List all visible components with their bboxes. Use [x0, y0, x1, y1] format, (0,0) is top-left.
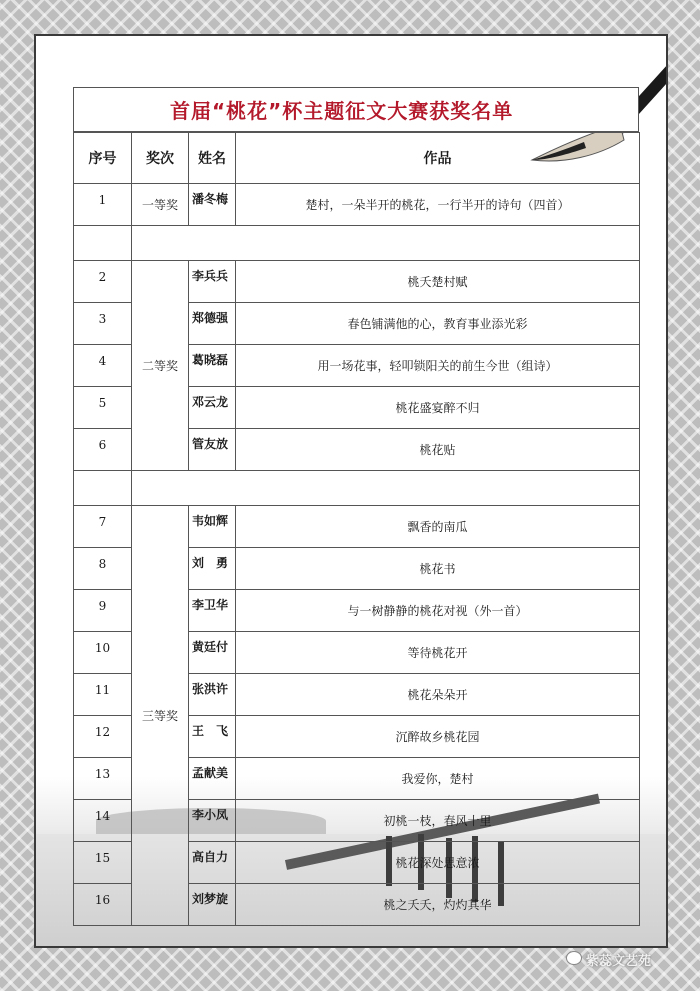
table-row	[74, 506, 640, 548]
prize-third: 三等奖	[132, 506, 189, 926]
row-index: 15	[74, 842, 132, 884]
winner-name: 葛晓磊	[189, 345, 236, 387]
winner-name: 李卫华	[189, 590, 236, 632]
row-index: 16	[74, 884, 132, 926]
prize-first: 一等奖	[132, 184, 189, 226]
page-title: 首届“桃花”杯主题征文大赛获奖名单	[73, 87, 639, 132]
spacer-row	[74, 471, 640, 506]
winner-name: 潘冬梅	[189, 184, 236, 226]
winner-name: 黄廷付	[189, 632, 236, 674]
winner-name: 郑德强	[189, 303, 236, 345]
work-title: 桃花书	[236, 548, 640, 590]
header-index: 序号	[74, 133, 132, 184]
work-title: 沉醉故乡桃花园	[236, 716, 640, 758]
work-title: 桃花盛宴醉不归	[236, 387, 640, 429]
work-title: 桃花朵朵开	[236, 674, 640, 716]
spacer-row	[74, 226, 640, 261]
wechat-icon	[566, 951, 582, 965]
winner-name: 刘梦旋	[189, 884, 236, 926]
winner-name: 高自力	[189, 842, 236, 884]
work-title: 桃花深处思意浓	[236, 842, 640, 884]
row-index: 7	[74, 506, 132, 548]
work-title: 春色铺满他的心，教育事业添光彩	[236, 303, 640, 345]
row-index: 5	[74, 387, 132, 429]
row-index: 14	[74, 800, 132, 842]
work-title: 与一树静静的桃花对视（外一首）	[236, 590, 640, 632]
work-title: 初桃一枝，春风十里	[236, 800, 640, 842]
winner-name: 李小凤	[189, 800, 236, 842]
row-index: 1	[74, 184, 132, 226]
work-title: 桃夭楚村赋	[236, 261, 640, 303]
table-row	[74, 184, 640, 226]
row-index: 2	[74, 261, 132, 303]
prize-second: 二等奖	[132, 261, 189, 471]
header-name: 姓名	[189, 133, 236, 184]
winner-name: 韦如辉	[189, 506, 236, 548]
winner-name: 邓云龙	[189, 387, 236, 429]
row-index: 8	[74, 548, 132, 590]
row-index: 3	[74, 303, 132, 345]
row-index: 11	[74, 674, 132, 716]
work-title: 等待桃花开	[236, 632, 640, 674]
row-index: 9	[74, 590, 132, 632]
work-title: 我爱你，楚村	[236, 758, 640, 800]
winner-name: 张洪许	[189, 674, 236, 716]
table-header-row	[74, 133, 640, 184]
watermark-text: 紫蕊文艺苑	[586, 954, 652, 969]
row-index: 10	[74, 632, 132, 674]
winner-name: 孟献美	[189, 758, 236, 800]
work-title: 用一场花事，轻叩锁阳关的前生今世（组诗）	[236, 345, 640, 387]
work-title: 飘香的南瓜	[236, 506, 640, 548]
row-index: 6	[74, 429, 132, 471]
winner-name: 王 飞	[189, 716, 236, 758]
winner-name: 李兵兵	[189, 261, 236, 303]
work-title: 桃花贴	[236, 429, 640, 471]
work-title: 楚村，一朵半开的桃花，一行半开的诗句（四首）	[236, 184, 640, 226]
winner-name: 管友放	[189, 429, 236, 471]
table-row	[74, 261, 640, 303]
winner-name: 刘 勇	[189, 548, 236, 590]
header-work: 作品	[236, 133, 640, 184]
awards-table	[73, 132, 640, 926]
work-title: 桃之夭夭，灼灼其华	[236, 884, 640, 926]
row-index: 12	[74, 716, 132, 758]
row-index: 13	[74, 758, 132, 800]
header-prize: 奖次	[132, 133, 189, 184]
row-index: 4	[74, 345, 132, 387]
